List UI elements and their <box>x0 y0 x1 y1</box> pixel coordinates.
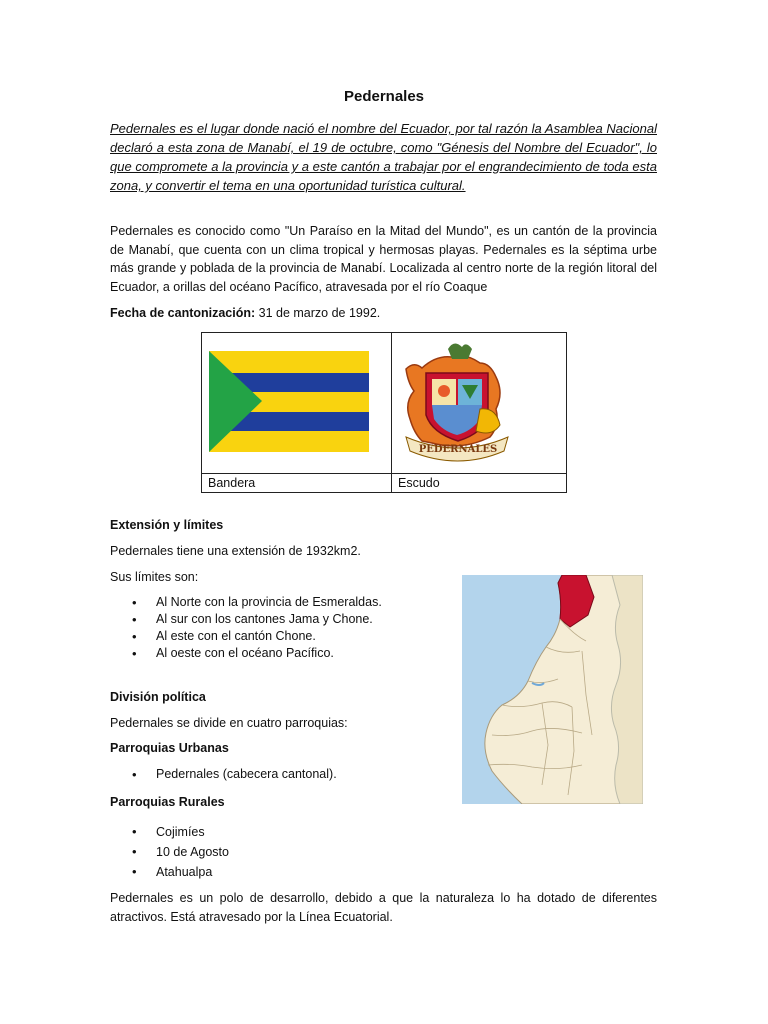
page-title: Pedernales <box>343 88 425 105</box>
cantonization-label: Fecha de cantonización: <box>110 306 256 320</box>
list-item: • 10 de Agosto <box>110 842 229 862</box>
division-heading: División política <box>110 690 206 704</box>
extension-heading: Extensión y límites <box>110 518 224 532</box>
flag-image <box>202 333 391 470</box>
list-item: • Atahualpa <box>110 862 229 882</box>
shield-image <box>392 333 566 470</box>
list-item: • Al Norte con la provincia de Esmeraldas. <box>110 594 382 611</box>
symbols-table <box>201 332 567 493</box>
shield-cell <box>392 333 567 474</box>
description-paragraph: Pedernales es conocido como "Un Paraíso en la Mitad del Mundo", es un cantón de la provincia de Manabí, que cuenta con un clima tropical y hermosas playas. Pedernales es la séptima urbe más grande y poblada de la provincia de Manabí. Localizada al centro norte de la región litoral del Ecuador, a orillas del océano Pacífico, atravesada por el río Coaque <box>110 224 657 294</box>
urban-list <box>110 766 337 783</box>
flag-caption: Bandera <box>202 474 392 493</box>
closing-paragraph: Pedernales es un polo de desarrollo, debido a que la naturaleza lo ha dotado de diferentes atractivos. Está atravesado por la Línea Ecuatorial. <box>110 891 657 924</box>
list-item: • Al sur con los cantones Jama y Chone. <box>110 611 382 628</box>
rural-list <box>110 822 229 882</box>
shield-banner-text: PEDERNALES <box>418 444 498 455</box>
flag-cell <box>202 333 392 474</box>
cantonization-value: 31 de marzo de 1992. <box>255 306 381 320</box>
list-item: • Al este con el cantón Chone. <box>110 628 382 645</box>
intro-paragraph: Pedernales es el lugar donde nació el nombre del Ecuador, por tal razón la Asamblea Nacional declaró a esta zona de Manabí, el 19 de octubre, como "Génesis del Nombre del Ecuador", lo que compromete a la provincia y a este cantón a trabajar por el engrandecimiento de toda esta zona, y convertir el tema en una oportunidad turística cultural. <box>110 121 657 193</box>
urban-heading: Parroquias Urbanas <box>110 741 229 755</box>
extension-text: Pedernales tiene una extensión de 1932km2. <box>110 544 361 558</box>
division-text: Pedernales se divide en cuatro parroquias: <box>110 716 348 730</box>
cantonization-line <box>110 304 657 323</box>
shield-caption: Escudo <box>392 474 567 493</box>
list-item: • Pedernales (cabecera cantonal). <box>110 766 337 783</box>
rural-heading: Parroquias Rurales <box>110 795 225 809</box>
list-item: • Al oeste con el océano Pacífico. <box>110 645 382 662</box>
limits-intro: Sus límites son: <box>110 570 199 584</box>
limits-list <box>110 594 382 662</box>
list-item: • Cojimíes <box>110 822 229 842</box>
